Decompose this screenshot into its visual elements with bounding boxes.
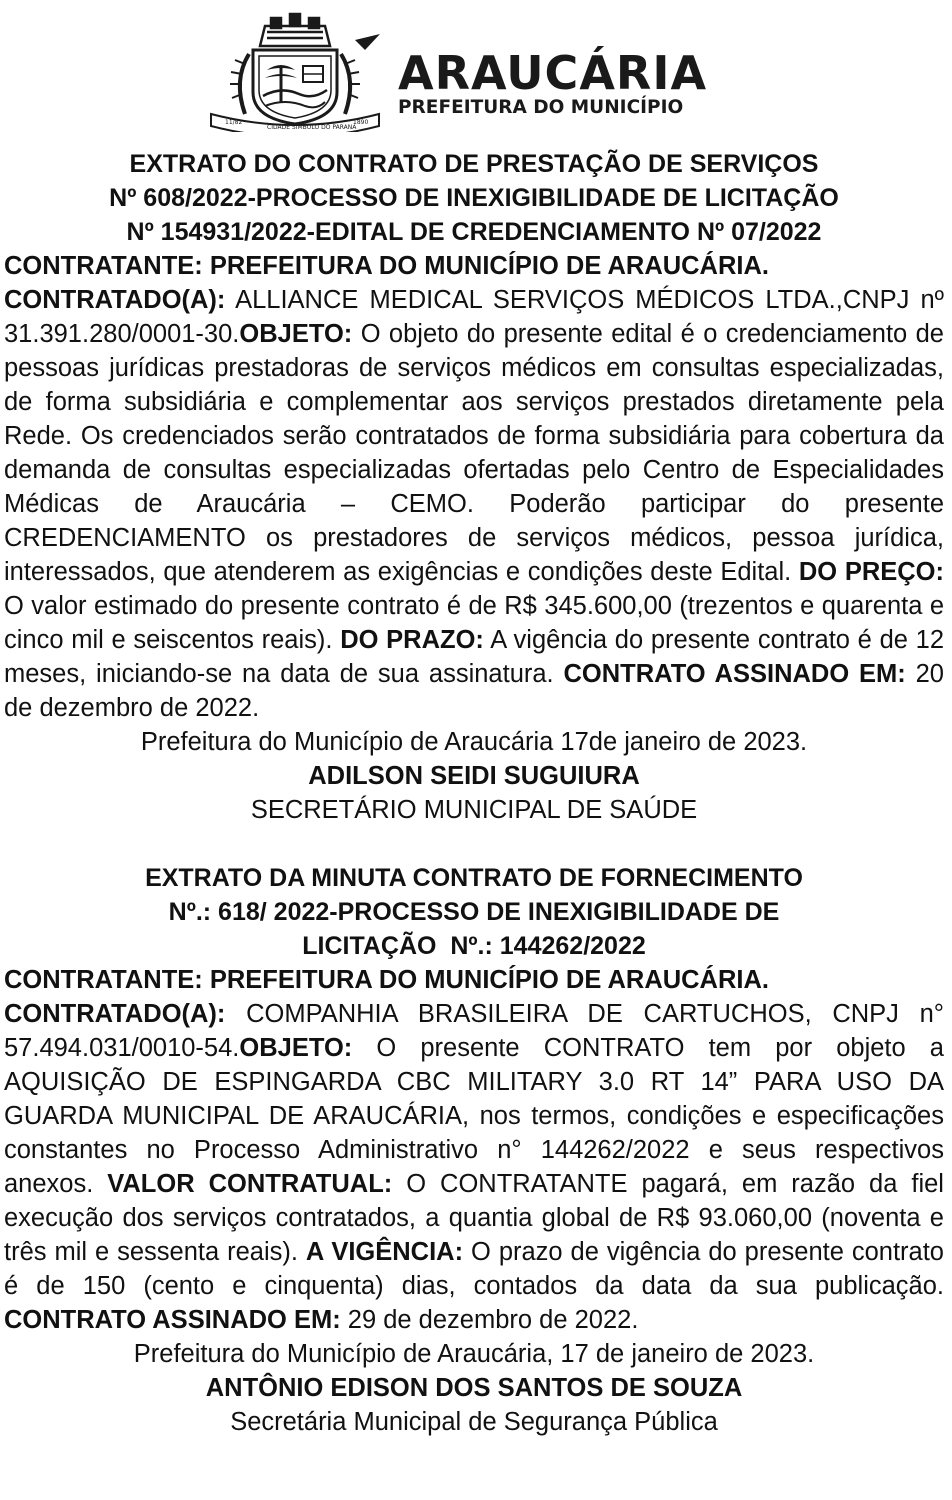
extract-1-signer-name: ADILSON SEIDI SUGUIURA bbox=[308, 762, 640, 790]
extract-2-contratante: CONTRATANTE: PREFEITURA DO MUNICÍPIO DE ARAUCÁRIA. bbox=[4, 966, 769, 994]
svg-text:11/82: 11/82 bbox=[225, 119, 243, 126]
extract-1-title-line-1: EXTRATO DO CONTRATO DE PRESTAÇÃO DE SERVIÇOS bbox=[129, 150, 819, 178]
brand-block bbox=[398, 46, 708, 118]
extract-1-body bbox=[4, 283, 944, 725]
municipal-crest-icon bbox=[205, 10, 385, 132]
contratado-text: COMPANHIA BRASILEIRA DE CARTUCHOS, CNPJ n° 57.494.031/0010-54. bbox=[4, 1000, 944, 1062]
vigencia-label: A VIGÊNCIA: bbox=[305, 1238, 464, 1266]
brand-name: ARAUCÁRIA bbox=[398, 46, 708, 100]
svg-text:CIDADE SÍMBOLO DO PARANÁ: CIDADE SÍMBOLO DO PARANÁ bbox=[267, 124, 357, 131]
document-body bbox=[4, 147, 944, 1439]
extract-2-place-date: Prefeitura do Município de Araucária, 17 de janeiro de 2023. bbox=[133, 1340, 815, 1368]
extract-2-title-line-2: Nº.: 618/ 2022-PROCESSO DE INEXIGIBILIDADE DE bbox=[168, 898, 780, 926]
objeto-text: O presente CONTRATO tem por objeto a AQUISIÇÃO DE ESPINGARDA CBC MILITARY 3.0 RT 14” PARA USO DA GUARDA MUNICIPAL DE ARAUCÁRIA, nos termos, condições e especificações constantes no Processo Administrativo n° 144262/2022 e seus respectivos anexos. bbox=[4, 1034, 944, 1198]
extract-1-title-line-2: Nº 608/2022-PROCESSO DE INEXIGIBILIDADE DE LICITAÇÃO bbox=[109, 184, 839, 212]
extract-1-title-line-3: Nº 154931/2022-EDITAL DE CREDENCIAMENTO Nº 07/2022 bbox=[126, 218, 822, 246]
extract-2-title-line-1: EXTRATO DA MINUTA CONTRATO DE FORNECIMENTO bbox=[145, 864, 803, 892]
section-divider bbox=[4, 827, 944, 861]
extract-1-signer-role: SECRETÁRIO MUNICIPAL DE SAÚDE bbox=[250, 796, 698, 824]
extract-2-signer-name: ANTÔNIO EDISON DOS SANTOS DE SOUZA bbox=[205, 1374, 743, 1402]
assinado-text: 20 de dezembro de 2022. bbox=[4, 660, 944, 722]
assinado-label: CONTRATO ASSINADO EM: bbox=[563, 660, 906, 688]
prazo-text: A vigência do presente contrato é de 12 meses, iniciando-se na data de sua assinatura. bbox=[4, 626, 945, 688]
prazo-label: DO PRAZO: bbox=[340, 626, 484, 654]
extract-2-body bbox=[4, 997, 944, 1337]
extract-2-signer-role: Secretária Municipal de Segurança Pública bbox=[230, 1408, 718, 1436]
objeto-label: OBJETO: bbox=[239, 1034, 353, 1062]
brand-subtitle: PREFEITURA DO MUNICÍPIO bbox=[398, 97, 684, 118]
extract-1-contratante: CONTRATANTE: PREFEITURA DO MUNICÍPIO DE ARAUCÁRIA. bbox=[4, 252, 769, 280]
preco-text: O valor estimado do presente contrato é de R$ 345.600,00 (trezentos e quarenta e cinco mil e seiscentos reais). bbox=[4, 592, 944, 654]
objeto-label: OBJETO: bbox=[239, 320, 353, 348]
vigencia-text: O prazo de vigência do presente contrato é de 150 (cento e cinquenta) dias, contados da data da sua publicação. bbox=[4, 1238, 944, 1300]
extract-1-place-date: Prefeitura do Município de Araucária 17de janeiro de 2023. bbox=[140, 728, 808, 756]
page-header bbox=[0, 10, 952, 135]
assinado-text: 29 de dezembro de 2022. bbox=[340, 1306, 639, 1334]
extract-1 bbox=[4, 147, 944, 827]
objeto-text: O objeto do presente edital é o credenciamento de pessoas jurídicas prestadoras de serviços médicos em consultas especializadas, de forma subsidiária e complementar aos serviços prestados diretamente pela Rede. Os credenciados serão contratados de forma subsidiária para cobertura da demanda de consultas especializadas ofertadas pelo Centro de Especialidades Médicas de Araucária – CEMO. Poderão participar do presente CREDENCIAMENTO os prestadores de serviços médicos, pessoa jurídica, interessados, que atenderem as exigências e condições deste Edital. bbox=[4, 320, 944, 586]
contratado-label: CONTRATADO(A): bbox=[4, 286, 226, 314]
assinado-label: CONTRATO ASSINADO EM: bbox=[4, 1306, 341, 1334]
svg-text:1890: 1890 bbox=[353, 119, 369, 126]
extract-2-title-line-3: LICITAÇÃO Nº.: 144262/2022 bbox=[302, 932, 646, 960]
extract-2 bbox=[4, 861, 944, 1439]
valor-label: VALOR CONTRATUAL: bbox=[107, 1170, 393, 1198]
contratado-text: ALLIANCE MEDICAL SERVIÇOS MÉDICOS LTDA.,CNPJ nº 31.391.280/0001-30. bbox=[4, 286, 944, 348]
preco-label: DO PREÇO: bbox=[798, 558, 944, 586]
valor-text: O CONTRATANTE pagará, em razão da fiel execução dos serviços contratados, a quantia global de R$ 93.060,00 (noventa e três mil e sessenta reais). bbox=[4, 1170, 944, 1266]
contratado-label: CONTRATADO(A): bbox=[4, 1000, 226, 1028]
